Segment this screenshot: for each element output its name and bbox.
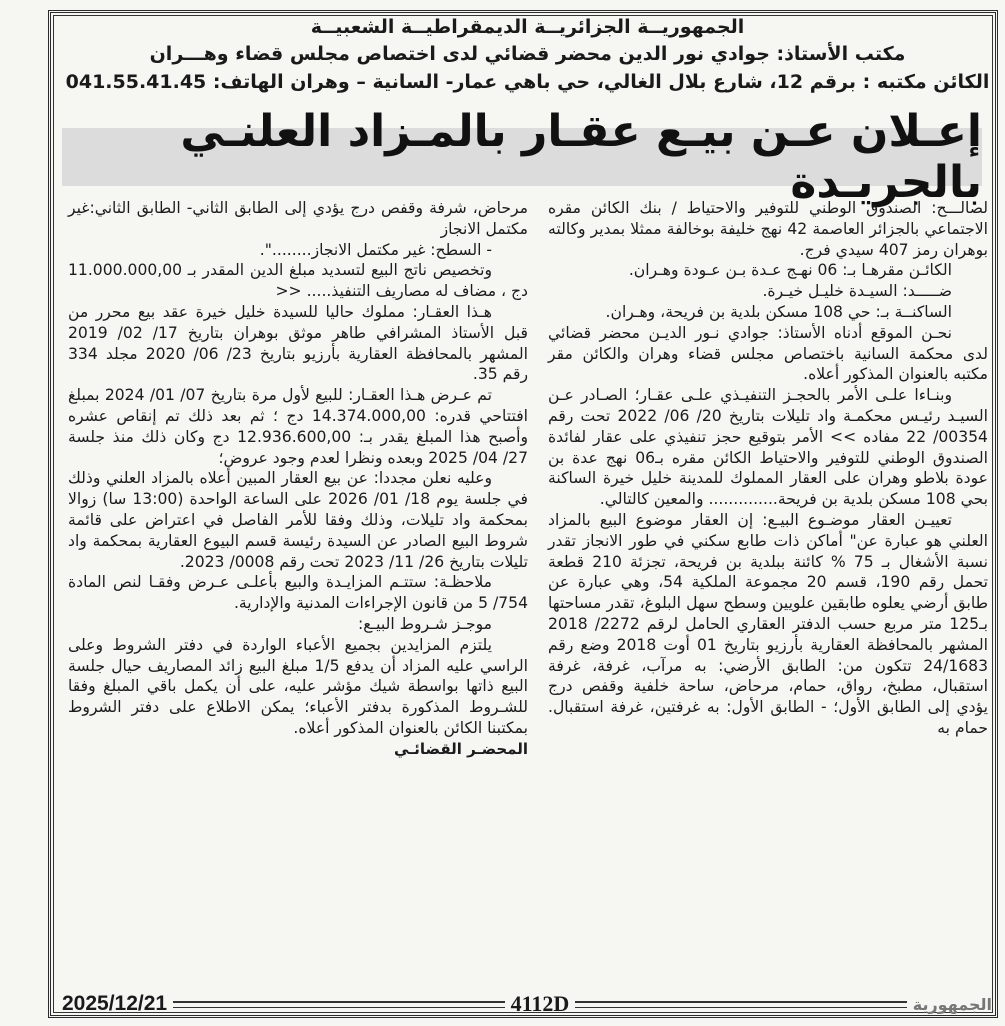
- paragraph: الكائـن مقرهـا بـ: 06 نهـج عـدة بـن عـودة وهـران.: [628, 261, 952, 280]
- paragraph: الساكنــة بـ: حي 108 مسكن بلدية بن فريحة، وهـران.: [605, 302, 952, 321]
- paragraph: ضـــــد: السيـدة خليـل خيـرة.: [762, 282, 952, 301]
- signature: المحضـر القضائـي: [393, 739, 528, 758]
- paragraph: وعليه نعلن مجددا: عن بيع العقار المبين أعلاه بالمزاد العلني وذلك في جلسة يوم 18/ 01/ 2026 على الساعة الواحدة (13:00 سا) زوالا بمحكمة واد تليلات، وذلك وفقا للأمر الفاصل في اعتراض على قائمة شروط البيع الصادر عن السيدة رئيسة قسم البيوع العقارية بمحكمة واد تليلات بتاريخ 26/ 11/ 2023 تحت رقم 0008/ 2023.: [68, 469, 528, 571]
- paragraph: ملاحظـة: ستتـم المزايـدة والبيع بأعلـى عـرض وفقـا لنص المادة 754/ 5 من قانون الإجراءات المدنية والإدارية.: [68, 573, 528, 613]
- paragraph: وتخصيص ناتج البيع لتسديد مبلغ الدين المقدر بـ 11.000.000,00 دج ، مضاف له مصاريف التنفيذ..... <<: [68, 261, 528, 301]
- paragraph: موجـز شـروط البيـع:: [358, 614, 492, 633]
- notice-title: إعـلان عـن بيـع عقـار بالمـزاد العلنـي بالجريـدة: [180, 106, 982, 208]
- paragraph: - السطح: غير مكتمل الانجاز........".: [259, 240, 492, 259]
- paragraph: تم عـرض هـذا العقـار: للبيع لأول مرة بتاريخ 07/ 01/ 2024 بمبلغ افتتاحي قدره: 14.374.000,00 دج ؛ ثم بعد ذلك تم إنقاص عشره وأصبح هذا المبلغ يقدر بـ: 12.936.600,00 دج وكان ذلك منذ جلسة 27/ 04/ 2025 وبعده ونظرا لعدم وجود عروض؛: [68, 386, 528, 467]
- paragraph: وبنـاءا علـى الأمر بالحجـز التنفيـذي علـى عقـار؛ الصـادر عـن السيـد رئيـس محكمـة واد تليلات بتاريخ 20/ 06/ 2022 تحت رقم 00354/ 22 مفاده >> الأمر بتوقيع حجز تنفيذي على عقار لفائدة الصندوق الوطني للتوفير والاحتياط الكائن مقره بـ06 نهج عدة بن عودة بلاطو وهران على العقار المملوك للمدينة خليل خيرة الساكنة بحي 108 مسكن بلدية بن فريحة.............. والمعين كالتالي.: [548, 386, 988, 509]
- republic-title: الجمهوريــة الجزائريــة الديمقراطيــة الشعبيــة: [310, 16, 745, 38]
- notice-banner: [62, 106, 982, 208]
- ad-code: 4112D: [510, 991, 570, 1016]
- right-column: [548, 198, 988, 739]
- paragraph: تعييـن العقار موضـوع البيـع: إن العقار موضوع البيع بالمزاد العلني هو عبارة عن" أماكن ذات طابع سكني في طور الانجاز تقدر نسبة الأشغال بـ 75 % كائنة ببلدية بن فريحة، تجزئة 210 قطعة تحمل رقم 190، قسم 20 مجموعة الملكية 54، وهي عبارة عن طابق أرضي يعلوه طابقين علويين وسطح سهل البلوغ، تقدر مساحتها بـ125 متر مربع حسب الدفتر العقاري الحامل لرقم 2272/ 2018 المشهر بالمحافظة العقارية بأرزيو بتاريخ 01 أوت 2018 وضع رقم 24/1683 تتكون من: الطابق الأرضي: به مرآب، غرفة، غرفة استقبال، مطبخ، رواق، حمام، مرحاض، ساحة خلفية وقفص درج يؤدي إلى الطابق الأول؛ - الطابق الأول: به غرفتين، غرفة استقبال. حمام به: [548, 510, 989, 737]
- publication-date: 2025/12/21: [62, 992, 168, 1015]
- notice-header: [60, 14, 995, 96]
- bailiff-office: مكتب الأستاذ: جوادي نور الدين محضر قضائي لدى اختصاص مجلس قضاء وهـــران: [149, 43, 906, 65]
- left-column: [68, 198, 528, 760]
- paragraph: مرحاض، شرفة وقفص درج يؤدي إلى الطابق الثاني- الطابق الثاني:غير مكتمل الانجاز: [68, 199, 528, 238]
- paragraph: نحـن الموقع أدناه الأستاذ: جوادي نـور الديـن محضر قضائي لدى محكمة السانية باختصاص مجلس قضاء وهران والكائن مقر مكتبه بالعنوان المذكور أعلاه.: [548, 323, 988, 384]
- divider: [575, 1001, 906, 1008]
- footer: [62, 992, 992, 1016]
- divider: [173, 1001, 504, 1008]
- paragraph: يلتزم المزايدين بجميع الأعباء الواردة في دفتر الشروط وعلى الراسي عليه المزاد أن يدفع 1/5 مبلغ البيع زائد المصاريف حيال جلسة البيع ذاتها بواسطة شيك مؤشر عليه، على أن يكمل باقي المبلغ وفقا للشـروط المذكورة بدفتر الأعباء؛ يمكن الاطلاع على دفتر الشروط بمكتبنا الكائن بالعنوان المذكور أعلاه.: [68, 635, 528, 737]
- paragraph: لصالـــح: الصندوق الوطني للتوفير والاحتياط / بنك الكائن مقره الاجتماعي بالجزائر العاصمة 42 نهج خليفة بوخالفة ممثلا بمدير وكالته بوهران رمز 407 سيدي فرج.: [548, 199, 988, 259]
- newspaper-logo: الجمهورية: [912, 994, 992, 1014]
- paragraph: هـذا العقـار: مملوك حاليا للسيدة خليل خيرة عقد بيع محرر من قبل الأستاذ المشرافي طاهر موثق بوهران بتاريخ 17/ 02/ 2019 المشهر بالمحافظة العقارية بأرزيو بتاريخ 23/ 06/ 2020 مجلد 334 رقم 35.: [68, 302, 529, 384]
- office-address: الكائن مكتبه : برقم 12، شارع بلال الغالي، حي باهي عمار- السانية – وهران الهاتف: 041.55.41.45: [65, 71, 990, 93]
